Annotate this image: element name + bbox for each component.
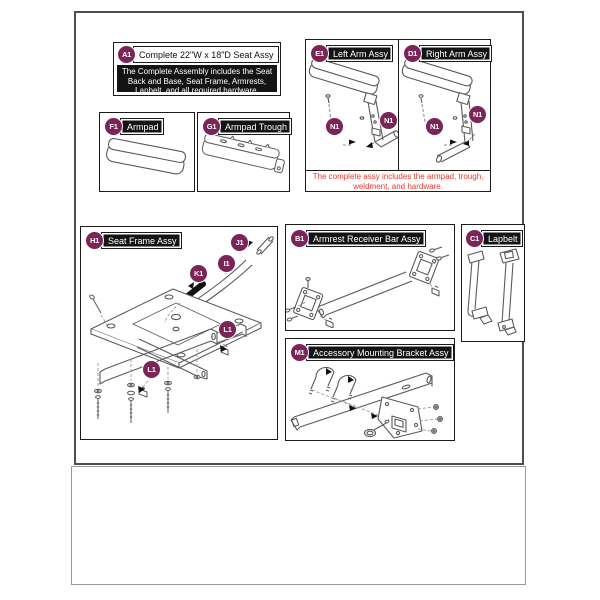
panel-label-f1: Armpad — [120, 118, 164, 135]
seat-frame-drawing — [81, 227, 276, 438]
panel-complete-seat-assy — [113, 42, 281, 96]
callout-badge-n1: N1 — [468, 105, 487, 124]
panel-label-g1: Armpad Trough — [218, 118, 292, 135]
item-badge-d1: D1 — [403, 44, 422, 63]
empty-sheet — [71, 466, 526, 585]
cell-left-arm — [306, 40, 398, 170]
panel-label-c1: Lapbelt — [481, 230, 523, 247]
item-badge-e1: E1 — [310, 44, 329, 63]
panel-label-h1: Seat Frame Assy — [101, 232, 182, 249]
panel-armpad-trough — [197, 112, 290, 192]
panel-lapbelt — [461, 224, 525, 342]
callout-badge-l1: L1 — [218, 320, 237, 339]
item-badge-m1: M1 — [290, 343, 309, 362]
panel-label-m1: Accessory Mounting Bracket Assy — [306, 344, 454, 361]
armpad-trough-drawing — [198, 135, 288, 190]
panel-label-e1: Left Arm Assy — [326, 45, 393, 62]
callout-badge-i1: I1 — [217, 254, 236, 273]
item-badge-b1: B1 — [290, 229, 309, 248]
lapbelt-drawing — [462, 247, 523, 340]
callout-badge-n1: N1 — [379, 111, 398, 130]
callout-badge-n1: N1 — [325, 117, 344, 136]
callout-badge-k1: K1 — [189, 264, 208, 283]
callout-badge-j1: J1 — [230, 233, 249, 252]
item-badge-a1: A1 — [117, 45, 136, 64]
panel-label-b1: Armrest Receiver Bar Assy — [306, 230, 426, 247]
panel-arm-assys — [305, 39, 491, 192]
callout-badge-l1: L1 — [142, 360, 161, 379]
arm-assy-note: The complete assy includes the armpad, trough, weldment, and hardware. — [306, 170, 490, 191]
assembly-description: The Complete Assembly includes the Seat Back and Base, Seat Frame, Armrests, Lapbelt, and all required hardware. — [117, 65, 277, 92]
panel-armrest-receiver-bar — [285, 224, 455, 331]
armpad-drawing — [100, 135, 193, 190]
panel-seat-frame-assy — [80, 226, 278, 440]
panel-label-d1: Right Arm Assy — [419, 45, 492, 62]
callout-badge-n1: N1 — [425, 117, 444, 136]
item-badge-f1: F1 — [104, 117, 123, 136]
item-badge-g1: G1 — [202, 117, 221, 136]
receiver-bar-drawing — [286, 246, 453, 328]
panel-armpad — [99, 112, 195, 192]
item-badge-c1: C1 — [465, 229, 484, 248]
panel-accessory-mounting-bracket — [285, 338, 455, 441]
cell-right-arm — [398, 40, 492, 170]
item-badge-h1: H1 — [85, 231, 104, 250]
mounting-bracket-drawing — [286, 359, 453, 439]
panel-label-a1: Complete 22"W x 18"D Seat Assy — [133, 46, 279, 63]
